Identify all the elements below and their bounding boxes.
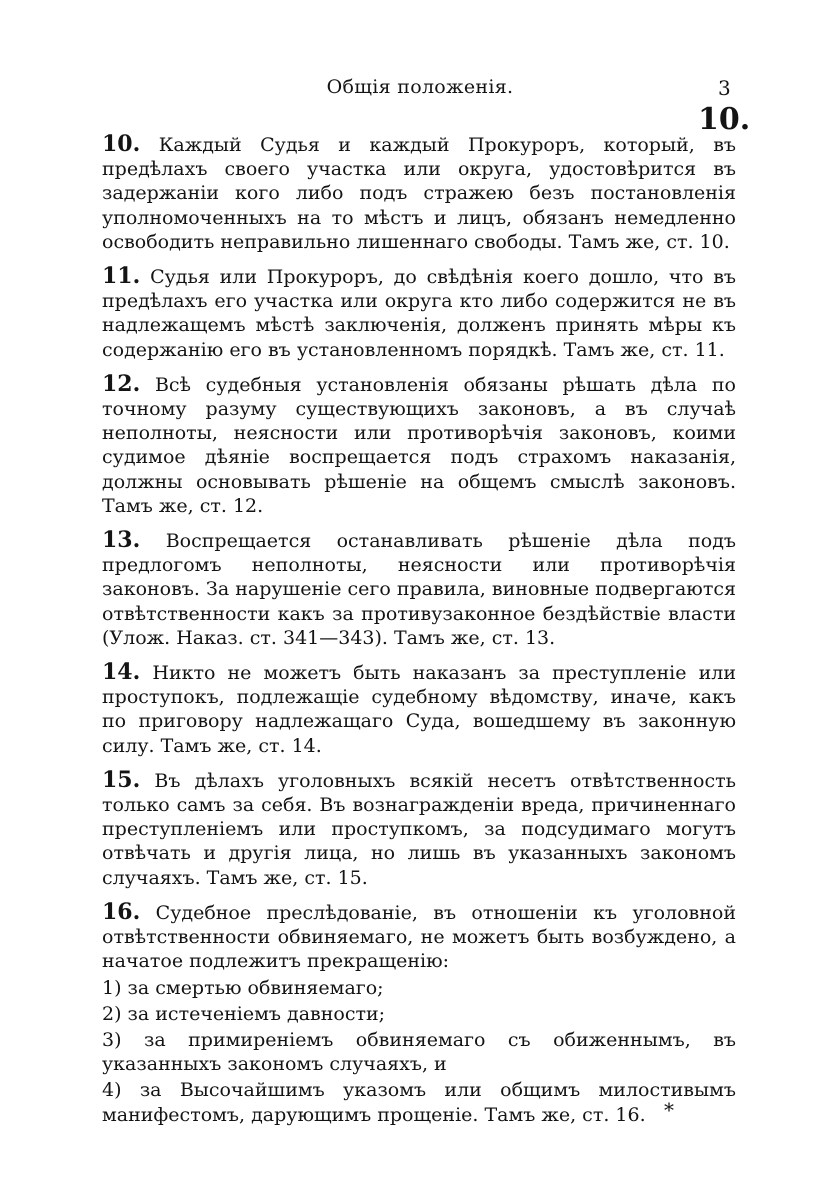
article-12 bbox=[102, 372, 736, 518]
article-10 bbox=[102, 132, 736, 254]
article-14 bbox=[102, 660, 736, 758]
article-text: Никто не можетъ быть наказанъ за преступленіе или проступокъ, подлежащіе судебному вѣдомству, иначе, какъ по приговору надлежащаго Суда, вошедшему въ законную силу. Тамъ же, ст. 14. bbox=[102, 662, 736, 757]
article-11 bbox=[102, 264, 736, 362]
article-number: 11. bbox=[102, 263, 141, 290]
list-item: 1) за смертью обвиняемаго; bbox=[102, 976, 384, 999]
article-number: 12. bbox=[102, 370, 141, 397]
list-item: 3) за примиреніемъ обвиняемаго съ обиженнымъ, въ указанныхъ закономъ случаяхъ, и bbox=[102, 1028, 736, 1076]
body-text bbox=[102, 132, 736, 1129]
article-text: Судебное преслѣдованіе, въ отношеніи къ уголовной отвѣтственности обвиняемаго, не можетъ быть возбуждено, а начатое подлежитъ прекращенію: bbox=[102, 901, 736, 973]
article-number: 13. bbox=[102, 527, 141, 554]
running-header-title: Общія положенія. bbox=[326, 76, 514, 98]
list-item: 2) за истеченіемъ давности; bbox=[102, 1002, 386, 1025]
article-number: 14. bbox=[102, 659, 141, 686]
list-item: 4) за Высочайшимъ указомъ или общимъ милостивымъ манифестомъ, дарующимъ прощеніе. Тамъ же, ст. 16. bbox=[102, 1079, 736, 1126]
article-text: Воспрещается останавливать рѣшеніе дѣла подъ предлогомъ неполноты, неясности или противорѣчія законовъ. За нарушеніе сего правила, виновные подвергаются отвѣтственности какъ за противузаконное бездѣйствіе власти (Улож. Наказ. ст. 341—343). Тамъ же, ст. 13. bbox=[102, 530, 736, 649]
article-text: Всѣ судебныя установленія обязаны рѣшать дѣла по точному разуму существующихъ законовъ, а въ случаѣ неполноты, неясности или противорѣчія законовъ, коими судимое дѣяніе воспрещается подъ страхомъ наказанія, должны основывать рѣшеніе на общемъ смыслѣ законовъ. Тамъ же, ст. 12. bbox=[102, 373, 736, 517]
article-text: Судья или Прокуроръ, до свѣдѣнія коего дошло, что въ предѣлахъ его участка или округа кто либо содержится не въ надлежащемъ мѣстѣ заключенія, долженъ принять мѣры къ содержанію его въ установленномъ порядкѣ. Тамъ же, ст. 11. bbox=[102, 266, 736, 361]
margin-article-number: 10. bbox=[698, 102, 751, 137]
article-15 bbox=[102, 768, 736, 890]
page-number: 3 bbox=[718, 76, 731, 100]
article-13 bbox=[102, 528, 736, 650]
article-text: Каждый Судья и каждый Прокуроръ, который, въ предѣлахъ своего участка или округа, удостовѣрится въ задержаніи кого либо подъ стражею безъ постановленія уполномоченныхъ на то мѣстъ и лицъ, обязанъ немедленно освободить неправильно лишеннаго свободы. Тамъ же, ст. 10. bbox=[102, 134, 736, 253]
footer-asterisk: * bbox=[664, 1098, 674, 1122]
article-text: Въ дѣлахъ уголовныхъ всякій несетъ отвѣтственность только самъ за себя. Въ вознагражденіи вреда, причиненнаго преступленіемъ или проступкомъ, за подсудимаго могутъ отвѣчать и другія лица, но лишь въ указанныхъ закономъ случаяхъ. Тамъ же, ст. 15. bbox=[102, 769, 736, 889]
article-number: 16. bbox=[102, 898, 141, 925]
article-number: 15. bbox=[102, 766, 141, 793]
article-number: 10. bbox=[102, 131, 141, 157]
article-16 bbox=[102, 900, 736, 974]
